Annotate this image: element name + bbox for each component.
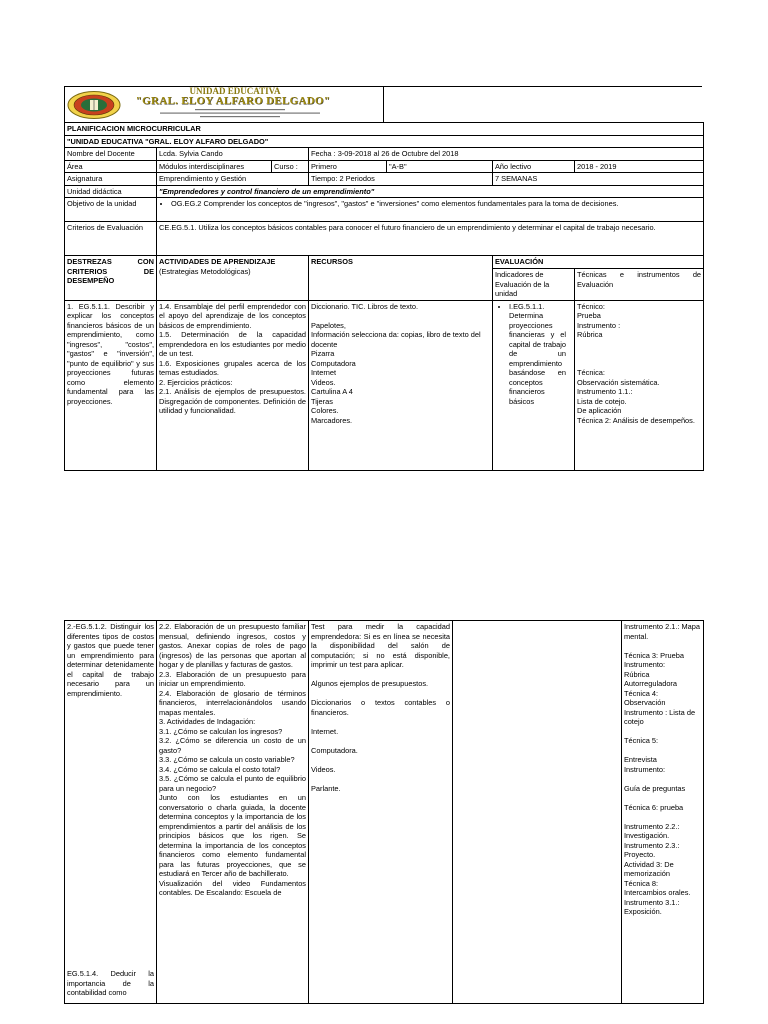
technique-item: Técnica 5: bbox=[624, 736, 659, 745]
technique-item: Rúbrica bbox=[577, 330, 603, 339]
activity-item: 1.4. Ensamblaje del perfil emprendedor con el apoyo del aprendizaje de los conceptos básicos de emprendimiento. bbox=[159, 301, 306, 330]
criteria-value: CE.EG.5.1. Utiliza los conceptos básicos contables para conocer el futuro financiero de un emprendimiento y determinar el capital de trabajo necesario. bbox=[157, 222, 704, 256]
technique-item: Técnica 8: Intercambios orales. bbox=[624, 878, 691, 897]
technique-item: Instrumento : Lista de cotejo bbox=[624, 707, 696, 726]
resource-item: Papelotes, bbox=[311, 320, 346, 330]
col-recursos: RECURSOS bbox=[309, 256, 493, 301]
school-name-line2: "GRAL. ELOY ALFARO DELGADO" bbox=[135, 95, 331, 107]
resource-item: Internet. bbox=[311, 726, 339, 736]
school-address-logo-text bbox=[140, 108, 340, 121]
technique-item: Instrumento: bbox=[624, 764, 666, 774]
row2-tecnicas bbox=[622, 621, 704, 1004]
year-label: Año lectivo bbox=[493, 160, 575, 173]
technique-item: Técnica: bbox=[577, 368, 605, 377]
header-rule bbox=[382, 86, 702, 87]
school-full-name: "UNIDAD EDUCATIVA "GRAL. ELOY ALFARO DELGADO" bbox=[65, 135, 704, 148]
resource-item bbox=[311, 311, 490, 321]
teacher-value: Lcda. Sylvia Cando bbox=[157, 148, 309, 161]
technique-item: Técnica 4: Observación bbox=[624, 688, 666, 707]
teacher-label: Nombre del Docente bbox=[65, 148, 157, 161]
resource-item bbox=[311, 755, 450, 765]
technique-item bbox=[577, 340, 701, 350]
technique-item: Instrumento: bbox=[624, 660, 666, 669]
activity-item: 3.2. ¿Cómo se diferencia un costo de un gasto? bbox=[159, 736, 306, 755]
subject-label: Asignatura bbox=[65, 173, 157, 186]
col-indicadores: Indicadores de Evaluación de la unidad bbox=[493, 269, 575, 301]
activity-item: Junto con los estudiantes en un conversatorio o charla guiada, la docente determina conceptos y la importancia de los emprendimientos a partir del análisis de los principios básicos que los rigen. Se determina la importancia de los conceptos financieros como elemento fundamental para las futuras proyecciones, que se estudiará en Tercer año de bachillerato. bbox=[159, 793, 306, 878]
technique-item: Instrumento 2.2.: Investigación. bbox=[624, 821, 680, 840]
row2-destrezas bbox=[65, 621, 157, 1004]
area-label: Área bbox=[65, 160, 157, 173]
technique-item: Actividad 3: De memorización bbox=[624, 859, 674, 878]
technique-item: Técnico: bbox=[577, 301, 605, 311]
objective-label: Objetivo de la unidad bbox=[65, 198, 157, 222]
row1-recursos bbox=[309, 300, 493, 470]
technique-item bbox=[624, 774, 701, 784]
technique-item: De aplicación bbox=[577, 406, 622, 415]
col-actividades-title: ACTIVIDADES DE APRENDIZAJE bbox=[159, 257, 276, 266]
technique-item: Entrevista bbox=[624, 755, 657, 764]
technique-item: Instrumento 2.1.: Mapa mental. bbox=[624, 622, 700, 641]
resource-item bbox=[311, 689, 450, 699]
technique-item: Autorreguladora bbox=[624, 679, 678, 688]
resource-item bbox=[311, 774, 450, 784]
technique-item: Observación sistemática. bbox=[577, 377, 660, 387]
planning-table-2 bbox=[64, 620, 704, 1004]
school-logo bbox=[66, 90, 122, 120]
technique-item bbox=[624, 812, 701, 822]
technique-item: Guía de preguntas bbox=[624, 783, 686, 793]
col-evaluacion: EVALUACIÓN bbox=[493, 256, 704, 269]
course-label: Curso : bbox=[272, 160, 309, 173]
resource-item: Diccionarios o textos contables o financieros. bbox=[311, 698, 450, 717]
technique-item bbox=[624, 746, 701, 756]
activity-item: 2.3. Elaboración de un presupuesto para iniciar un emprendimiento. bbox=[159, 669, 306, 688]
resource-item: Videos. bbox=[311, 377, 336, 387]
row1-indicador bbox=[493, 300, 575, 470]
row2-indicador bbox=[453, 621, 622, 1004]
technique-item: Instrumento 1.1.: bbox=[577, 387, 633, 396]
resource-item: Parlante. bbox=[311, 783, 341, 793]
unit-label: Unidad didáctica bbox=[65, 185, 157, 198]
technique-item: Técnica 6: prueba bbox=[624, 802, 684, 812]
row2-recursos bbox=[309, 621, 453, 1004]
criteria-label: Criterios de Evaluación bbox=[65, 222, 157, 256]
time-value: Tiempo: 2 Periodos bbox=[309, 173, 493, 186]
resource-item: Test para medir la capacidad emprendedora: Si es en línea se necesita la disponibilidad del salón de computación; si no está disponible, imprimir un test para aplicar. bbox=[311, 622, 450, 669]
date-value: Fecha : 3-09-2018 al 26 de Octubre del 2018 bbox=[309, 148, 704, 161]
activity-item: 3. Actividades de Indagación: bbox=[159, 717, 256, 726]
technique-item bbox=[577, 359, 701, 369]
col-tecnicas: Técnicas e instrumentos de Evaluación bbox=[575, 269, 704, 301]
resource-item: Información selecciona da: copias, libro de texto del docente bbox=[311, 330, 481, 349]
resource-item bbox=[311, 670, 450, 680]
activity-item: Visualización del video Fundamentos contables. De Escalando: Escuela de bbox=[159, 878, 306, 897]
unit-value: "Emprendedores y control financiero de un emprendimiento" bbox=[157, 185, 704, 198]
resource-item: Computadora. bbox=[311, 745, 358, 755]
technique-item bbox=[577, 349, 701, 359]
subject-value: Emprendimiento y Gestión bbox=[157, 173, 309, 186]
row2-actividades bbox=[157, 621, 309, 1004]
activity-item: 1.5. Determinación de la capacidad emprendedora en los estudiantes por medio de un test. bbox=[159, 330, 306, 358]
activity-item: 3.4. ¿Cómo se calcula el costo total? bbox=[159, 764, 281, 774]
technique-item: Rúbrica bbox=[624, 669, 650, 679]
col-actividades-sub: (Estrategias Metodológicas) bbox=[159, 266, 251, 276]
activity-item: 3.3. ¿Cómo se calcula un costo variable? bbox=[159, 755, 295, 764]
technique-item: Técnica 2: Análisis de desempeños. bbox=[577, 415, 695, 425]
row1-tecnicas bbox=[575, 300, 704, 470]
activity-item: 3.1. ¿Cómo se calculan los ingresos? bbox=[159, 726, 283, 736]
technique-item bbox=[624, 793, 701, 803]
activity-item: 3.5. ¿Cómo se calcula el punto de equilibrio para un negocio? bbox=[159, 774, 306, 793]
objective-text: • OG.EG.2 Comprender los conceptos de "ingresos", "gastos" e "inversiones" como elementos fundamentales para la toma de decisiones. bbox=[171, 199, 701, 209]
activity-item: 2.4. Elaboración de glosario de términos financieros, interrelacionándolos usando mapas mentales. bbox=[159, 688, 306, 717]
row2-destreza-a: 2.-EG.5.1.2. Distinguir los diferentes tipos de costos y gastos que puede tener un emprendimiento para determinar detenidamente el capital de trabajo necesario para un emprendimiento. bbox=[67, 622, 154, 698]
activity-item: 2.1. Análisis de ejemplos de presupuestos. Disgregación de componentes. Definición de utilidad y funcionalidad. bbox=[159, 387, 306, 415]
row2-destreza-b: EG.5.1.4. Deducir la importancia de la contabilidad como bbox=[67, 969, 154, 997]
activity-item: 2.2. Elaboración de un presupuesto familiar mensual, definiendo ingresos, costos y gastos. Anexar copias de roles de pago (ingresos) de las personas que aportan al hogar y de planillas y facturas de gastos. bbox=[159, 622, 306, 669]
resource-item: Internet bbox=[311, 368, 337, 377]
weeks-value: 7 SEMANAS bbox=[493, 173, 704, 186]
row1-actividades bbox=[157, 300, 309, 470]
technique-item: Lista de cotejo. bbox=[577, 396, 627, 406]
year-value: 2018 - 2019 bbox=[575, 160, 704, 173]
doc-title: PLANIFICACION MICROCURRICULAR bbox=[65, 123, 704, 136]
resource-item: Videos. bbox=[311, 764, 336, 774]
technique-item: Instrumento 2.3.: Proyecto. bbox=[624, 840, 680, 859]
resource-item: Computadora bbox=[311, 358, 356, 368]
technique-item bbox=[624, 641, 701, 651]
technique-item bbox=[624, 727, 701, 737]
technique-item: Instrumento : bbox=[577, 320, 621, 330]
resource-item: Algunos ejemplos de presupuestos. bbox=[311, 679, 429, 688]
resource-item: Diccionario. TIC. Libros de texto. bbox=[311, 301, 419, 311]
school-name-line1: UNIDAD EDUCATIVA bbox=[189, 86, 281, 96]
resource-item bbox=[311, 736, 450, 746]
course-value: Primero bbox=[309, 160, 387, 173]
planning-table-1 bbox=[64, 122, 704, 471]
activity-item: 1.6. Exposiciones grupales acerca de los temas estudiados. bbox=[159, 358, 306, 377]
activity-item: 2. Ejercicios prácticos: bbox=[159, 377, 233, 387]
parallel-value: "A-B" bbox=[387, 160, 493, 173]
resource-item bbox=[311, 717, 450, 727]
area-value: Módulos interdisciplinares bbox=[157, 160, 272, 173]
resource-item: Colores. bbox=[311, 406, 339, 415]
resource-item: Pizarra bbox=[311, 349, 335, 358]
technique-item: Prueba bbox=[577, 311, 601, 320]
technique-item: Instrumento 3.1.: Exposición. bbox=[624, 897, 680, 916]
row1-indicador-text: • I.EG.5.1.1. Determina proyecciones financieras y el capital de trabajo de un emprendimiento basándose en conceptos financieros básicos bbox=[509, 302, 566, 407]
row1-destreza: 1. EG.5.1.1. Describir y explicar los conceptos financieros básicos de un emprendimiento, como "ingresos", "costos", "gastos" e "inversión", "punto de equilibrio" y sus proyecciones futuras como elemento fundamental para las proyecciones. bbox=[65, 300, 157, 470]
objective-value bbox=[157, 198, 704, 222]
col-destrezas: DESTREZAS CON CRITERIOS DE DESEMPEÑO bbox=[65, 256, 157, 301]
resource-item: Marcadores. bbox=[311, 415, 353, 425]
resource-item: Cartulina A 4 bbox=[311, 387, 353, 396]
col-actividades bbox=[157, 256, 309, 301]
technique-item: Técnica 3: Prueba bbox=[624, 650, 684, 660]
resource-item: Tijeras bbox=[311, 396, 333, 406]
